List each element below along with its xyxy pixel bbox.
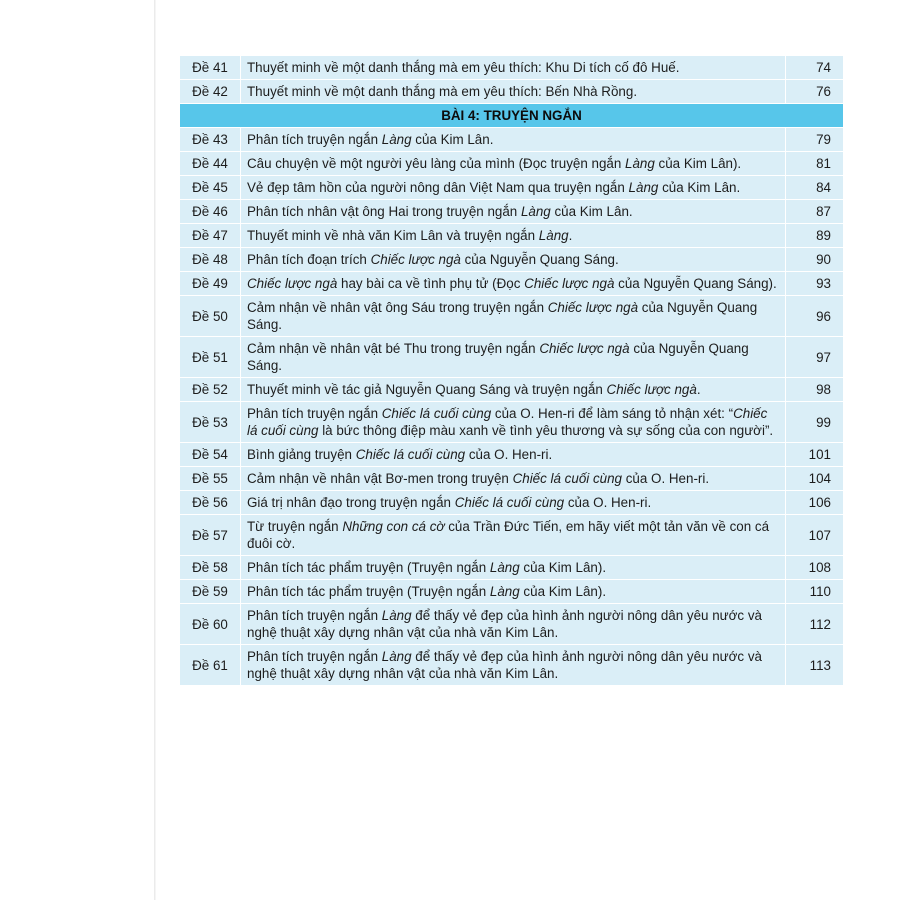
toc-row-title [241, 467, 786, 491]
toc-row-title [241, 604, 786, 645]
toc-row-page: 74 [786, 56, 844, 80]
title-segment: Phân tích tác phẩm truyện (Truyện ngắn [247, 584, 490, 599]
toc-row-number: Đề 42 [180, 80, 241, 104]
toc-section [180, 104, 844, 128]
title-segment: Cảm nhận về nhân vật bé Thu trong truyện ngắn [247, 341, 540, 356]
toc-row-title [241, 296, 786, 337]
toc-row-page: 84 [786, 176, 844, 200]
toc-row-page: 89 [786, 224, 844, 248]
toc-row-title [241, 491, 786, 515]
title-italic-segment: Chiếc lá cuối cùng [247, 406, 768, 438]
toc-rows-after [180, 128, 844, 686]
toc-row-title [241, 443, 786, 467]
toc-row [180, 176, 844, 200]
toc-row [180, 56, 844, 80]
toc-row-number: Đề 61 [180, 645, 241, 686]
toc-row-title [241, 580, 786, 604]
toc-row [180, 337, 844, 378]
title-italic-segment: Làng [538, 228, 569, 243]
title-segment: Thuyết minh về tác giả Nguyễn Quang Sáng và truyện ngắn [247, 382, 607, 397]
toc-row [180, 515, 844, 556]
title-segment: Phân tích nhân vật ông Hai trong truyện ngắn [247, 204, 521, 219]
title-italic-segment: Làng [381, 649, 412, 664]
title-segment: Bình giảng truyện [247, 447, 356, 462]
title-italic-segment: Chiếc lá cuối cùng [381, 406, 492, 421]
title-segment: của Kim Lân. [411, 132, 494, 147]
title-segment: của O. Hen-ri. [622, 471, 710, 486]
toc-row-page: 112 [786, 604, 844, 645]
toc-row-title [241, 200, 786, 224]
toc-row-title [241, 224, 786, 248]
toc-row-title [241, 645, 786, 686]
toc-row-page: 96 [786, 296, 844, 337]
toc-row-page: 104 [786, 467, 844, 491]
title-segment: Phân tích truyện ngắn [247, 132, 382, 147]
toc-row-title [241, 272, 786, 296]
section-header-row [180, 104, 844, 128]
toc-row [180, 491, 844, 515]
toc-row-title [241, 402, 786, 443]
title-segment: là bức thông điệp màu xanh về tình yêu thương và sự sống của con người”. [318, 423, 774, 438]
title-segment: của O. Hen-ri. [564, 495, 652, 510]
toc-row-title [241, 515, 786, 556]
title-segment: . [696, 382, 701, 397]
title-segment: Câu chuyện về một người yêu làng của mình (Đọc truyện ngắn [247, 156, 626, 171]
title-italic-segment: Chiếc lá cuối cùng [454, 495, 565, 510]
toc-row-number: Đề 43 [180, 128, 241, 152]
toc-row [180, 645, 844, 686]
title-segment: của Nguyễn Quang Sáng. [460, 252, 619, 267]
toc-row-number: Đề 46 [180, 200, 241, 224]
title-italic-segment: Làng [489, 560, 520, 575]
title-segment: Phân tích tác phẩm truyện (Truyện ngắn [247, 560, 490, 575]
title-segment: của Nguyễn Quang Sáng). [614, 276, 777, 291]
toc-row-number: Đề 59 [180, 580, 241, 604]
toc-row-number: Đề 51 [180, 337, 241, 378]
toc-row-page: 87 [786, 200, 844, 224]
toc-row [180, 296, 844, 337]
toc-row-number: Đề 44 [180, 152, 241, 176]
toc-row [180, 152, 844, 176]
page-fold-shadow [154, 0, 156, 900]
toc-row-title [241, 378, 786, 402]
title-segment: Phân tích truyện ngắn [247, 608, 382, 623]
toc-row [180, 467, 844, 491]
toc-row-title [241, 556, 786, 580]
toc-row-page: 76 [786, 80, 844, 104]
toc-row-number: Đề 54 [180, 443, 241, 467]
toc-row-number: Đề 57 [180, 515, 241, 556]
toc-row [180, 443, 844, 467]
toc-row-page: 98 [786, 378, 844, 402]
title-segment: Vẻ đẹp tâm hồn của người nông dân Việt Nam qua truyện ngắn [247, 180, 629, 195]
toc-row-number: Đề 60 [180, 604, 241, 645]
title-italic-segment: Chiếc lược ngà [539, 341, 630, 356]
title-segment: của Kim Lân. [550, 204, 633, 219]
title-italic-segment: Chiếc lược ngà [606, 382, 697, 397]
toc-row-number: Đề 41 [180, 56, 241, 80]
title-italic-segment: Làng [381, 132, 412, 147]
title-italic-segment: Làng [628, 180, 659, 195]
toc-row-number: Đề 47 [180, 224, 241, 248]
title-segment: để thấy vẻ đẹp của hình ảnh người nông dân yêu nước và nghệ thuật xây dựng nhân vật của nhà văn Kim Lân. [247, 649, 762, 681]
toc-row-number: Đề 48 [180, 248, 241, 272]
toc-row [180, 224, 844, 248]
title-segment: Phân tích truyện ngắn [247, 649, 382, 664]
title-segment: Từ truyện ngắn [247, 519, 343, 534]
title-segment: Thuyết minh về một danh thắng mà em yêu thích: Khu Di tích cố đô Huế. [247, 60, 680, 75]
toc-row-number: Đề 45 [180, 176, 241, 200]
title-italic-segment: Làng [489, 584, 520, 599]
title-segment: của O. Hen-ri. [465, 447, 553, 462]
title-italic-segment: Chiếc lược ngà [247, 276, 338, 291]
toc-row-number: Đề 56 [180, 491, 241, 515]
title-italic-segment: Làng [381, 608, 412, 623]
toc-row-number: Đề 49 [180, 272, 241, 296]
toc-row-title [241, 152, 786, 176]
toc-row-title [241, 80, 786, 104]
toc-row-page: 107 [786, 515, 844, 556]
toc-row [180, 580, 844, 604]
title-italic-segment: Làng [625, 156, 655, 171]
toc-row [180, 80, 844, 104]
toc-row-page: 99 [786, 402, 844, 443]
title-italic-segment: Chiếc lược ngà [370, 252, 461, 267]
toc-row-number: Đề 53 [180, 402, 241, 443]
toc-row-title [241, 56, 786, 80]
title-segment: Phân tích truyện ngắn [247, 406, 382, 421]
title-segment: của Nguyễn Quang Sáng. [247, 300, 758, 332]
toc-row-title [241, 176, 786, 200]
title-italic-segment: Chiếc lá cuối cùng [512, 471, 622, 486]
toc-row-title [241, 248, 786, 272]
toc-row [180, 604, 844, 645]
title-segment: của O. Hen-ri để làm sáng tỏ nhận xét: “ [491, 406, 734, 421]
toc-row-page: 81 [786, 152, 844, 176]
title-segment: . [568, 228, 573, 243]
toc-row-title [241, 128, 786, 152]
title-segment: của Trần Đức Tiến, em hãy viết một tản văn về con cá đuôi cờ. [247, 519, 770, 551]
title-segment: Phân tích đoạn trích [247, 252, 371, 267]
title-italic-segment: Chiếc lá cuối cùng [355, 447, 466, 462]
title-segment: của Kim Lân). [519, 584, 607, 599]
toc-row [180, 128, 844, 152]
title-segment: của Kim Lân. [658, 180, 741, 195]
title-italic-segment: Chiếc lược ngà [547, 300, 639, 315]
title-segment: của Nguyễn Quang Sáng. [247, 341, 749, 373]
toc-row [180, 556, 844, 580]
title-italic-segment: Làng [520, 204, 551, 219]
toc-row-title [241, 337, 786, 378]
table-of-contents [179, 55, 844, 686]
toc-row-number: Đề 52 [180, 378, 241, 402]
toc-row-page: 110 [786, 580, 844, 604]
toc-row [180, 272, 844, 296]
title-segment: hay bài ca về tình phụ tử (Đọc [337, 276, 525, 291]
toc-row [180, 378, 844, 402]
toc-row-page: 113 [786, 645, 844, 686]
toc-row [180, 200, 844, 224]
toc-row-page: 79 [786, 128, 844, 152]
toc-row-page: 93 [786, 272, 844, 296]
toc-row-page: 90 [786, 248, 844, 272]
title-segment: Giá trị nhân đạo trong truyện ngắn [247, 495, 455, 510]
title-segment: Cảm nhận về nhân vật ông Sáu trong truyện ngắn [247, 300, 548, 315]
toc-row [180, 248, 844, 272]
toc-row-number: Đề 50 [180, 296, 241, 337]
title-segment: Thuyết minh về nhà văn Kim Lân và truyện ngắn [247, 228, 539, 243]
toc-rows-before [180, 56, 844, 104]
toc-row [180, 402, 844, 443]
toc-row-page: 108 [786, 556, 844, 580]
title-segment: của Kim Lân). [519, 560, 607, 575]
toc-row-page: 97 [786, 337, 844, 378]
toc-row-page: 106 [786, 491, 844, 515]
toc-row-page: 101 [786, 443, 844, 467]
title-segment: để thấy vẻ đẹp của hình ảnh người nông dân yêu nước và nghệ thuật xây dựng nhân vật của nhà văn Kim Lân. [247, 608, 762, 640]
title-segment: Thuyết minh về một danh thắng mà em yêu thích: Bến Nhà Rồng. [247, 84, 638, 99]
title-segment: Cảm nhận về nhân vật Bơ-men trong truyện [247, 471, 513, 486]
title-italic-segment: Những con cá cờ [342, 519, 445, 534]
toc-row-number: Đề 58 [180, 556, 241, 580]
title-italic-segment: Chiếc lược ngà [524, 276, 615, 291]
section-title: BÀI 4: TRUYỆN NGẮN [180, 104, 844, 128]
toc-row-number: Đề 55 [180, 467, 241, 491]
title-segment: của Kim Lân). [654, 156, 742, 171]
